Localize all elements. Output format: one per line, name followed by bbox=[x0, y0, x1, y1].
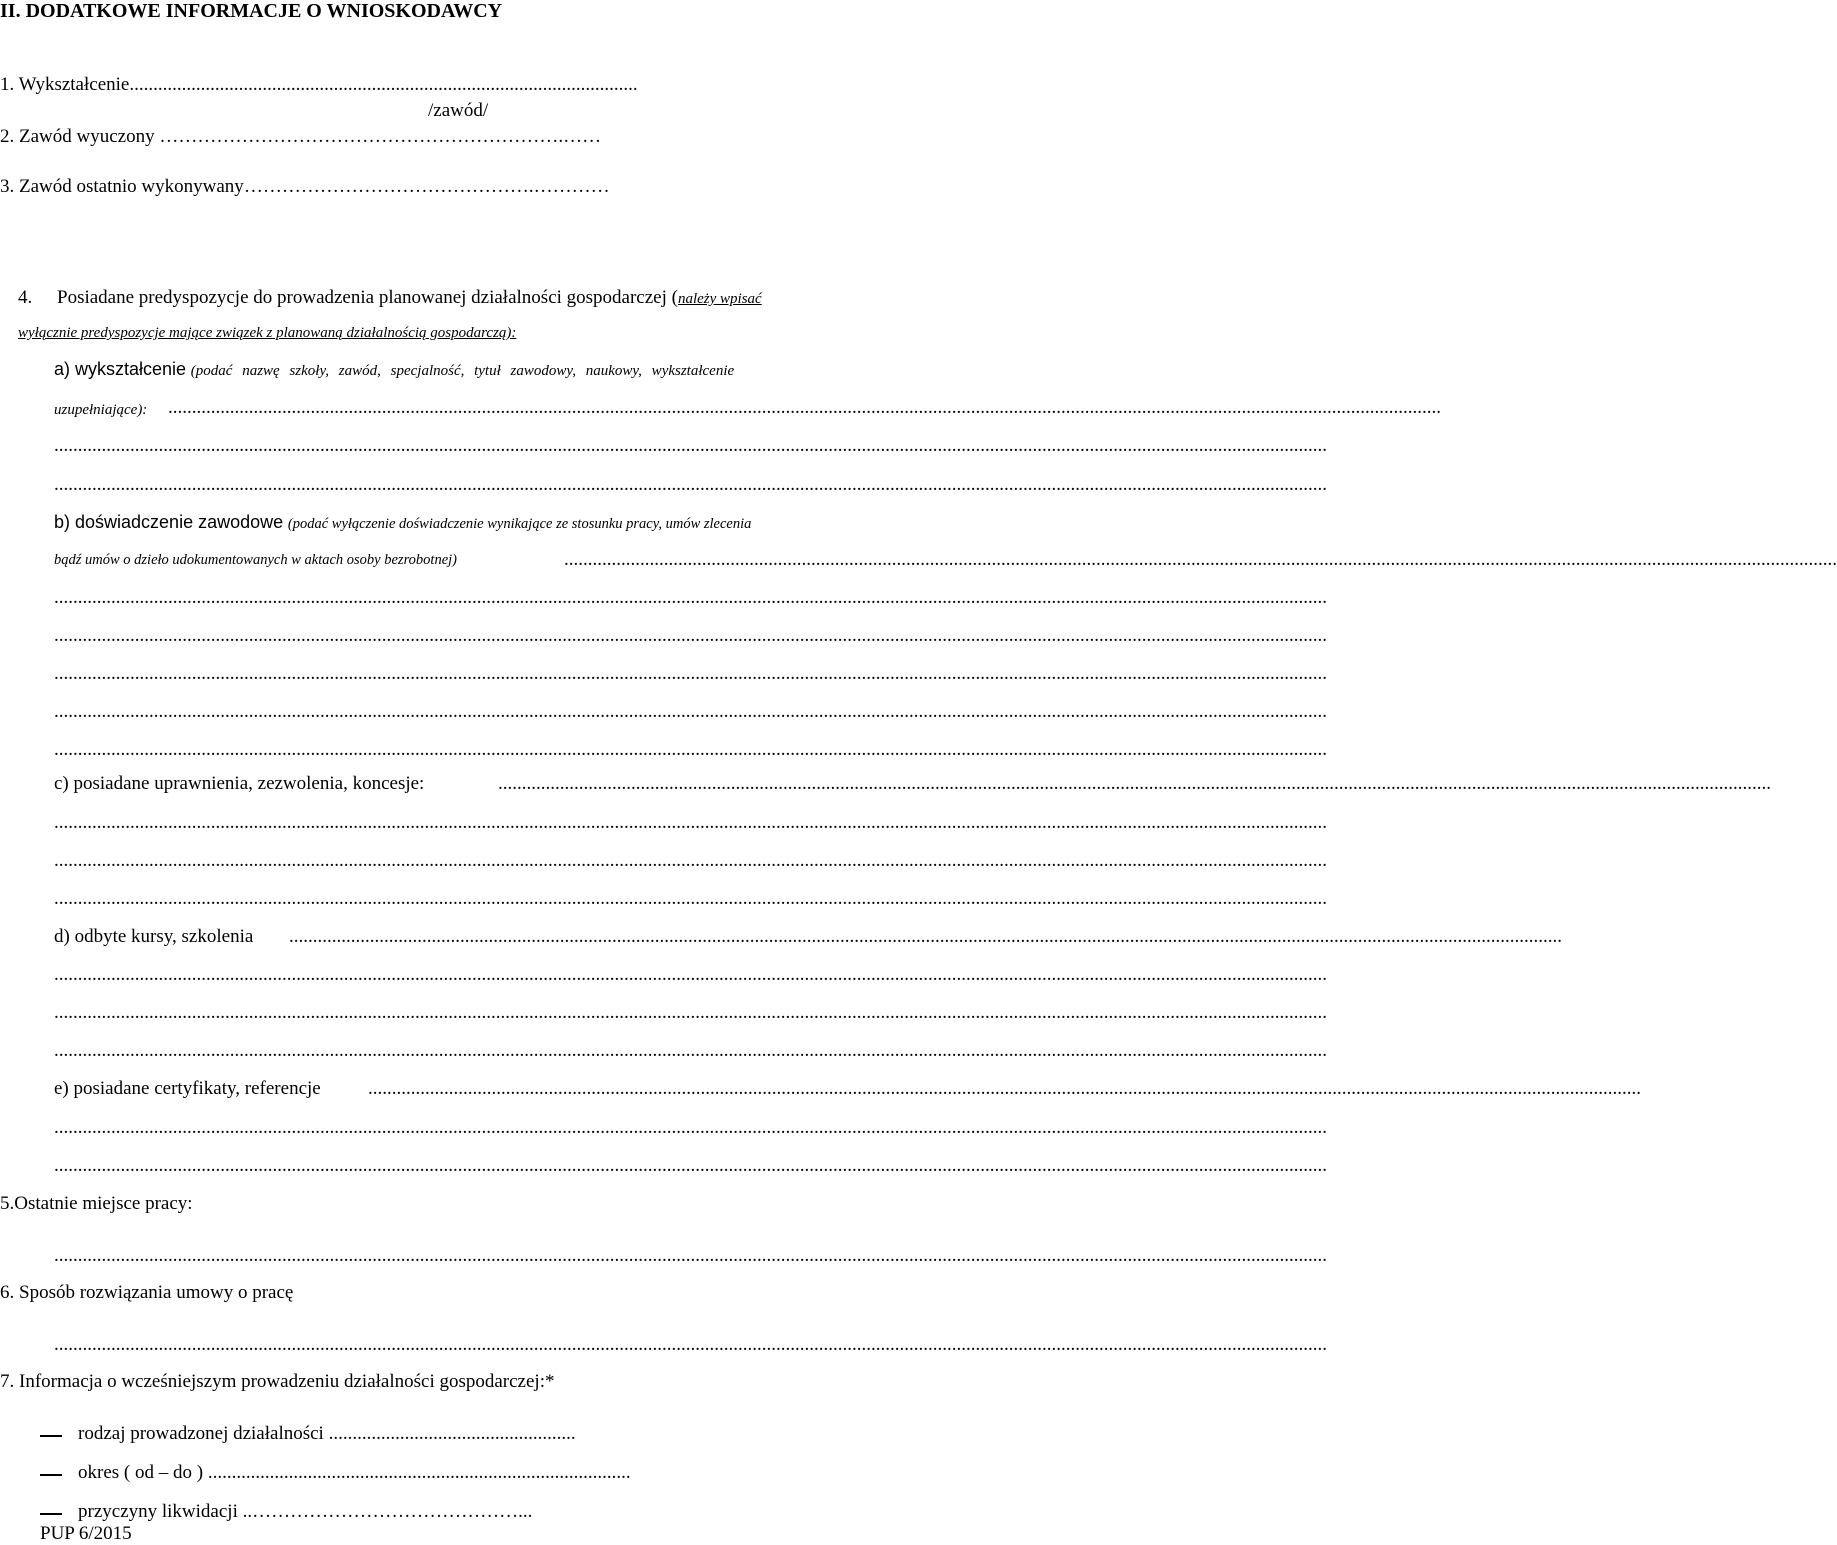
q4b-answer-line[interactable]: ............................................................................................................................................................................................................................................................................ bbox=[54, 701, 1327, 722]
q4c-answer-line[interactable]: ............................................................................................................................................................................................................................................................................ bbox=[54, 850, 1327, 871]
q4b-row bbox=[54, 511, 751, 535]
q4c-answer-line[interactable]: ............................................................................................................................................................................................................................................................................ bbox=[54, 888, 1327, 909]
q7-item-dots[interactable]: ..……………………………………... bbox=[242, 1501, 533, 1522]
q4b-label: b) doświadczenie zawodowe bbox=[54, 512, 284, 532]
q4e-answer-line[interactable]: ............................................................................................................................................................................................................................................................................ bbox=[368, 1078, 1641, 1099]
q4b-answer-line[interactable]: ............................................................................................................................................................................................................................................................................ bbox=[54, 739, 1327, 760]
q4a-answer-line[interactable]: ............................................................................................................................................................................................................................................................................ bbox=[168, 397, 1441, 418]
q2-hint: /zawód/ bbox=[428, 100, 489, 121]
q7-label: 7. Informacja o wcześniejszym prowadzeniu działalności gospodarczej:* bbox=[0, 1371, 555, 1392]
q4c-answer-line[interactable]: ............................................................................................................................................................................................................................................................................ bbox=[498, 773, 1771, 794]
q4a-answer-line[interactable]: ............................................................................................................................................................................................................................................................................ bbox=[54, 435, 1327, 456]
q4b-note2: bądź umów o dzieło udokumentowanych w aktach osoby bezrobotnej) bbox=[54, 552, 457, 568]
q4b-answer-line[interactable]: ............................................................................................................................................................................................................................................................................ bbox=[564, 549, 1837, 570]
section-title: II. DODATKOWE INFORMACJE O WNIOSKODAWCY bbox=[0, 0, 503, 22]
q7-item bbox=[78, 1462, 631, 1484]
q2-dots: ……………………………………………………….…… bbox=[159, 126, 602, 147]
q4d-answer-line[interactable]: ............................................................................................................................................................................................................................................................................ bbox=[54, 964, 1327, 985]
q7-item-label: rodzaj prowadzonej działalności bbox=[78, 1423, 324, 1444]
q4a-answer-line[interactable]: ............................................................................................................................................................................................................................................................................ bbox=[54, 474, 1327, 495]
dash-bullet bbox=[40, 1474, 62, 1476]
q4d-label: d) odbyte kursy, szkolenia bbox=[54, 926, 254, 947]
q4b-note1: (podać wyłączenie doświadczenie wynikające ze stosunku pracy, umów zlecenia bbox=[287, 516, 752, 532]
q4c-answer-line[interactable]: ............................................................................................................................................................................................................................................................................ bbox=[54, 812, 1327, 833]
q3-dots: ……………………………………….………… bbox=[243, 176, 610, 197]
q5-answer-line[interactable]: ............................................................................................................................................................................................................................................................................ bbox=[54, 1245, 1327, 1266]
q1-row bbox=[0, 74, 638, 96]
q3-label: 3. Zawód ostatnio wykonywany bbox=[0, 176, 244, 197]
q4d-answer-line[interactable]: ............................................................................................................................................................................................................................................................................ bbox=[289, 926, 1562, 947]
q4d-answer-line[interactable]: ............................................................................................................................................................................................................................................................................ bbox=[54, 1040, 1327, 1061]
q7-item-dots[interactable]: ......................................................................................... bbox=[207, 1462, 631, 1483]
q4-row bbox=[57, 287, 762, 310]
q1-label: 1. Wykształcenie bbox=[0, 74, 130, 95]
q4a-row bbox=[54, 358, 734, 382]
dash-bullet bbox=[40, 1513, 62, 1515]
q4-note-line1: należy wpisać bbox=[677, 291, 762, 307]
q7-item-label: przyczyny likwidacji bbox=[78, 1501, 238, 1522]
dash-bullet bbox=[40, 1435, 62, 1437]
q4e-answer-line[interactable]: ............................................................................................................................................................................................................................................................................ bbox=[54, 1117, 1327, 1138]
q4a-label: a) wykształcenie bbox=[54, 359, 187, 379]
q7-item-label: okres ( od – do ) bbox=[78, 1462, 204, 1483]
q1-dots: ........................................................................................................... bbox=[129, 74, 638, 95]
q4b-answer-line[interactable]: ............................................................................................................................................................................................................................................................................ bbox=[54, 587, 1327, 608]
q4-note-line2: wyłącznie predyspozycje mające związek z planowaną działalnością gospodarczą): bbox=[18, 325, 517, 341]
q4a-note1: (podać nazwę szkoły, zawód, specjalność, tytuł zawodowy, naukowy, wykształcenie bbox=[190, 363, 735, 379]
q7-item bbox=[78, 1423, 576, 1445]
q2-label: 2. Zawód wyuczony bbox=[0, 126, 155, 147]
q7-item bbox=[78, 1501, 532, 1523]
q4a-note2: uzupełniające): bbox=[54, 402, 148, 418]
q5-label: 5.Ostatnie miejsce pracy: bbox=[0, 1193, 193, 1214]
q2-row bbox=[0, 126, 601, 148]
q4-number: 4. bbox=[18, 287, 33, 308]
q4-label: Posiadane predyspozycje do prowadzenia planowanej działalności gospodarczej ( bbox=[57, 287, 678, 308]
q4d-answer-line[interactable]: ............................................................................................................................................................................................................................................................................ bbox=[54, 1002, 1327, 1023]
q4c-label: c) posiadane uprawnienia, zezwolenia, koncesje: bbox=[54, 773, 425, 794]
q4b-answer-line[interactable]: ............................................................................................................................................................................................................................................................................ bbox=[54, 625, 1327, 646]
q6-label: 6. Sposób rozwiązania umowy o pracę bbox=[0, 1282, 294, 1303]
q7-item-dots[interactable]: .................................................... bbox=[328, 1423, 576, 1444]
q4e-answer-line[interactable]: ............................................................................................................................................................................................................................................................................ bbox=[54, 1155, 1327, 1176]
footer-code: PUP 6/2015 bbox=[40, 1523, 132, 1544]
q3-row bbox=[0, 176, 610, 198]
q4e-label: e) posiadane certyfikaty, referencje bbox=[54, 1078, 321, 1099]
q4b-answer-line[interactable]: ............................................................................................................................................................................................................................................................................ bbox=[54, 663, 1327, 684]
q6-answer-line[interactable]: ............................................................................................................................................................................................................................................................................ bbox=[54, 1334, 1327, 1355]
